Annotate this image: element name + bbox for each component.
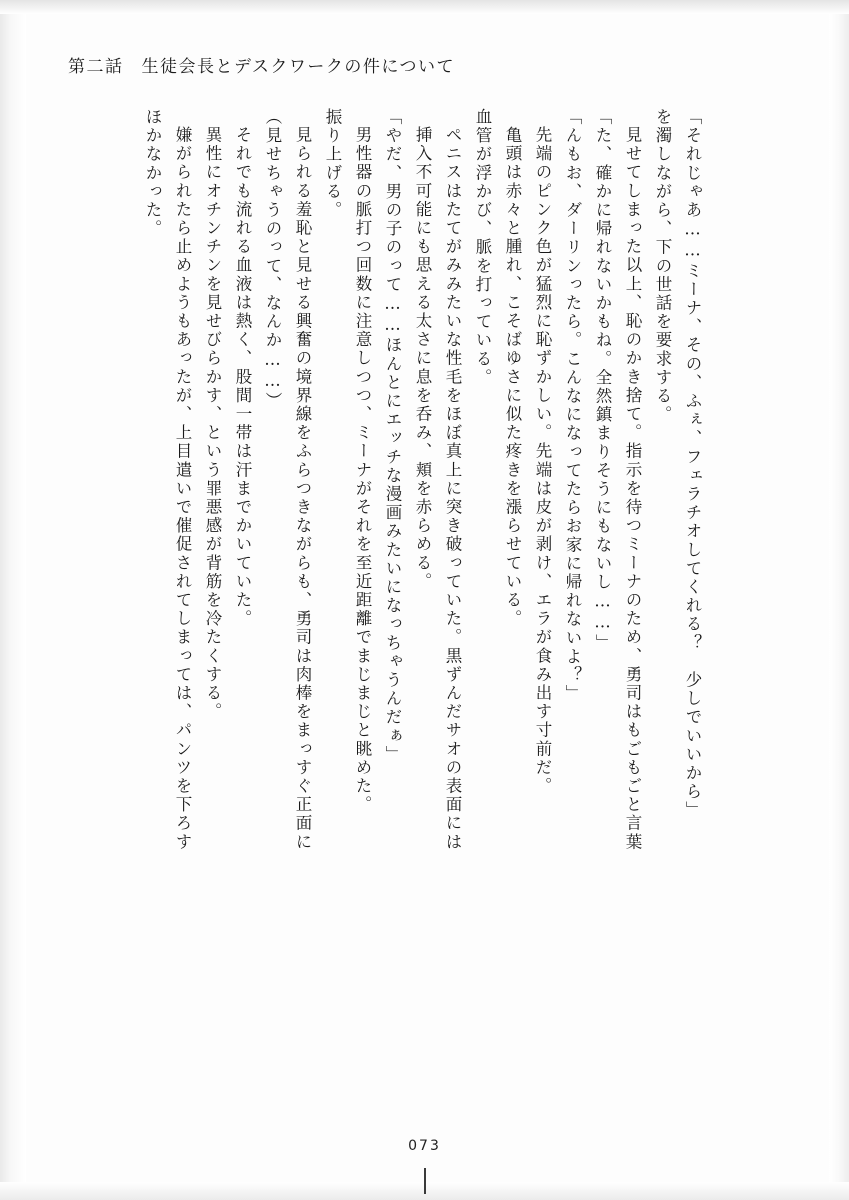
- text-column: 男性器の脈打つ回数に注意しつつ、ミーナがそれを至近距離でまじまじと眺めた。: [353, 126, 372, 815]
- text-column: 振り上げる。: [323, 108, 342, 220]
- body-text-block: [137, 108, 797, 1048]
- chapter-title: 生徒会長とデスクワークの件について: [141, 57, 455, 77]
- text-column: 先端のピンク色が猛烈に恥ずかしい。先端は皮が剥け、エラが食み出す寸前だ。: [533, 126, 552, 796]
- text-column: を濁しながら、下の世話を要求する。: [653, 108, 672, 425]
- text-column: 「やだ、男の子のって……ほんとにエッチな漫画みたいになっちゃうんだぁ」: [383, 108, 402, 764]
- text-column: 挿入不可能にも思える太さに息を呑み、頬を赤らめる。: [413, 126, 432, 591]
- text-column: ペニスはたてがみみたいな性毛をほぼ真上に突き破っていた。黒ずんだサオの表面には: [443, 126, 462, 852]
- text-column: 亀頭は赤々と腫れ、こそばゆさに似た疼きを漲らせている。: [503, 126, 522, 629]
- text-column: （見せちゃうのって、なんか……）: [263, 108, 282, 411]
- page-edge-left: [0, 0, 26, 1200]
- text-column: 「た、確かに帰れないかもね。全然鎮まりそうにもないし……」: [593, 108, 612, 653]
- text-column: 「んもお、ダーリンったら。こんなになってたらお家に帰れないよ？」: [563, 108, 582, 704]
- text-column: 異性にオチンチンを見せびらかす、という罪悪感が背筋を冷たくする。: [203, 126, 222, 722]
- page-edge-top: [0, 0, 849, 14]
- text-column: 見られる羞恥と見せる興奮の境界線をふらつきながらも、勇司は肉棒をまっすぐ正面に: [293, 126, 312, 852]
- text-column: 見せてしまった以上、恥のかき捨て。指示を待つミーナのため、勇司はもごもごと言葉: [623, 126, 642, 852]
- text-column: ほかなかった。: [143, 108, 162, 239]
- chapter-number: 第二話: [68, 57, 124, 77]
- text-column: 「それじゃあ……ミーナ、その、ふぇ、フェラチオしてくれる？ 少しでいいから」: [683, 108, 702, 820]
- page-number: 073: [408, 1138, 441, 1154]
- spine-mark: [424, 1168, 426, 1194]
- text-column: 嫌がられたら止めようもあったが、上目遣いで催促されてしまっては、パンツを下ろす: [173, 126, 192, 852]
- running-header: [68, 52, 455, 77]
- page-edge-right: [829, 0, 849, 1200]
- text-column: 血管が浮かび、脈を打っている。: [473, 108, 492, 387]
- text-column: それでも流れる血液は熱く、股間一帯は汗までかいていた。: [233, 126, 252, 629]
